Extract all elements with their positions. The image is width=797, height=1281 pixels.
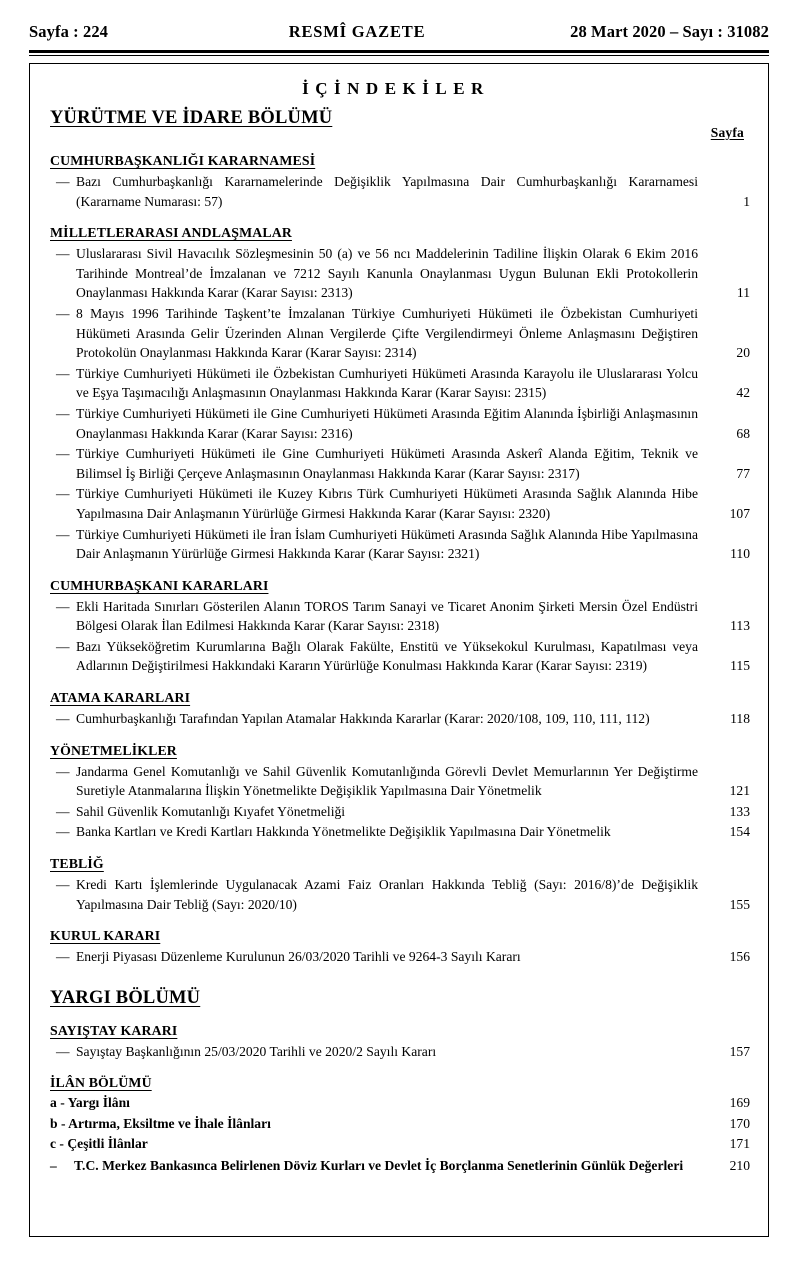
entry-title: Kredi Kartı İşlemlerinde Uygulanacak Azami Faiz Oranları Hakkında Tebliğ (Sayı: 2016/8)’de Değişiklik Yapılmasına Dair Tebliğ (Sayı: 2020/10)	[76, 877, 698, 912]
section-block	[48, 689, 750, 729]
entry-dash-icon: —	[56, 174, 70, 189]
toc-entry[interactable]	[48, 404, 750, 443]
entry-title: Uluslararası Sivil Havacılık Sözleşmesinin 50 (a) ve 56 ncı Maddelerinin Tadiline İlişkin Olarak 6 Ekim 2016 Tarihinde Montreal’de İmzalanan ve 7212 Sayılı Kanunla Onaylanması Uygun Bulunan Ekli Protokollerin Onaylanması Hakkında Karar (Karar Sayısı: 2313)	[76, 246, 698, 301]
entry-title: Enerji Piyasası Düzenleme Kurulunun 26/03/2020 Tarihli ve 9264-3 Sayılı Kararı	[76, 949, 521, 965]
entry-title: Sahil Güvenlik Komutanlığı Kıyafet Yönetmeliği	[76, 803, 346, 819]
ilan-row-label: a - Yargı İlânı	[50, 1095, 130, 1111]
entry-dash-icon: —	[56, 949, 70, 965]
entry-dash-icon: —	[56, 446, 70, 462]
ilan-row-label: b - Artırma, Eksiltme ve İhale İlânları	[50, 1115, 271, 1131]
masthead-gazette-name: RESMÎ GAZETE	[288, 22, 426, 41]
entry-endash-icon: –	[50, 1157, 57, 1173]
toc-entry[interactable]	[48, 525, 750, 564]
entry-dash-icon: —	[56, 305, 70, 321]
entry-title: Cumhurbaşkanlığı Tarafından Yapılan Atamalar Hakkında Kararlar (Karar: 2020/108, 109, 110, 111, 112)	[76, 711, 650, 727]
masthead-page-label: Sayfa : 224	[29, 22, 109, 41]
entry-dash-icon: —	[56, 598, 70, 614]
entry-page-number: 121	[729, 783, 750, 799]
masthead-rule-thick	[29, 50, 769, 53]
toc-entry[interactable]	[48, 364, 750, 403]
toc-entry[interactable]	[48, 709, 750, 729]
entry-page-number: 77	[736, 465, 750, 481]
entry-title: 8 Mayıs 1996 Tarihinde Taşkent’te İmzalanan Türkiye Cumhuriyeti Hükümeti ile Özbekistan Cumhuriyeti Hükümeti Arasında Gelir Üzerinden Alınan Vergilerde Çifte Vergilendirmeyi Önleme Anlaşmasını Değiştiren Protokolün Onaylanması Hakkında Karar (Karar Sayısı: 2314)	[76, 305, 698, 361]
section-block	[48, 855, 750, 914]
ilan-last-entry-title: T.C. Merkez Bankasınca Belirlenen Döviz Kurları ve Devlet İç Borçlanma Senetlerinin Günlük Değerleri	[74, 1157, 684, 1173]
section-block	[48, 224, 750, 564]
toc-entry[interactable]	[48, 875, 750, 914]
entry-title: Türkiye Cumhuriyeti Hükümeti ile Gine Cumhuriyeti Hükümeti Arasında Askerî Alanda Eğitim, Teknik ve Bilimsel İş Birliği Çerçeve Anlaşmasının Onaylanması Hakkında Karar (Karar Sayısı: 2317)	[76, 446, 698, 481]
toc-entry[interactable]	[48, 802, 750, 822]
entry-title: Sayıştay Başkanlığının 25/03/2020 Tarihli ve 2020/2 Sayılı Kararı	[76, 1043, 437, 1059]
entry-dash-icon: —	[56, 246, 70, 262]
entry-title: Ekli Haritada Sınırları Gösterilen Alanın TOROS Tarım Sanayi ve Ticaret Anonim Şirketi Mersin Özel Endüstri Bölgesi Olarak İlan Edilmesi Hakkında Karar (Karar Sayısı: 2318)	[76, 598, 698, 634]
ilan-row[interactable]	[48, 1114, 750, 1135]
toc-entry[interactable]	[48, 444, 750, 483]
contents-box	[29, 63, 769, 1237]
ilan-row-page-number: 171	[729, 1136, 750, 1152]
entry-page-number: 157	[729, 1043, 750, 1059]
entry-dash-icon: —	[56, 638, 70, 654]
entry-page-number: 133	[729, 803, 750, 819]
toc-entry[interactable]	[48, 637, 750, 676]
entry-page-number: 1	[743, 193, 750, 209]
section-heading: CUMHURBAŞKANI KARARLARI	[50, 577, 269, 593]
ilan-row-page-number: 170	[729, 1115, 750, 1131]
ilan-row[interactable]	[48, 1134, 750, 1155]
masthead-rule-thin	[29, 55, 769, 56]
section-block	[48, 577, 750, 676]
entry-page-number: 118	[730, 711, 750, 727]
section-heading: YÖNETMELİKLER	[50, 742, 177, 758]
entry-title: Türkiye Cumhuriyeti Hükümeti ile Gine Cumhuriyeti Hükümeti Arasında Eğitim Alanında İşbirliği Anlaşmasının Onaylanması Hakkında Karar (Karar Sayısı: 2316)	[76, 405, 698, 441]
part-title: YÜRÜTME VE İDARE BÖLÜMÜ	[50, 108, 333, 128]
entry-title: Türkiye Cumhuriyeti Hükümeti ile İran İslam Cumhuriyeti Hükümeti Arasında Sağlık Alanında Hibe Yapılmasına Dair Anlaşmanın Yürürlüğe Girmesi Hakkında Karar (Karar Sayısı: 2321)	[76, 526, 698, 562]
page-column-header: Sayfa	[710, 125, 744, 140]
entry-title: Türkiye Cumhuriyeti Hükümeti ile Özbekistan Cumhuriyeti Hükümeti Arasında Karayolu ile Uluslararası Yolcu ve Eşya Taşımacılığı Anlaşmasının Onaylanması Hakkında Karar (Karar Sayısı: 2315)	[76, 365, 698, 401]
toc-entry[interactable]	[48, 172, 750, 211]
ilan-section-block	[48, 1074, 750, 1175]
entry-page-number: 156	[729, 949, 750, 965]
toc-entry[interactable]	[48, 1042, 750, 1062]
toc-entry[interactable]	[48, 822, 750, 842]
entry-dash-icon: —	[56, 803, 70, 819]
entry-page-number: 115	[730, 658, 750, 674]
entry-title: Bazı Yükseköğretim Kurumlarına Bağlı Olarak Fakülte, Enstitü ve Yüksekokul Kurulması, Kapatılması veya Adlarının Değiştirilmesi Hakkındaki Kararın Yürürlüğe Konulması Hakkında Karar (Karar Sayısı: 2319)	[76, 638, 698, 674]
ilan-last-entry[interactable]	[48, 1156, 750, 1176]
entry-title: Bazı Cumhurbaşkanlığı Kararnamelerinde Değişiklik Yapılmasına Dair Cumhurbaşkanlığı Kararnamesi (Kararname Numarası: 57)	[76, 174, 698, 209]
part-title: YARGI BÖLÜMÜ	[50, 987, 201, 1008]
toc-entry[interactable]	[48, 244, 750, 303]
entry-dash-icon: —	[56, 405, 70, 421]
entry-page-number: 68	[736, 425, 750, 441]
entry-page-number: 155	[729, 896, 750, 912]
part-block	[48, 981, 750, 1009]
entry-dash-icon: —	[56, 824, 70, 840]
page-title: İÇİNDEKİLER	[302, 79, 490, 98]
section-heading: SAYIŞTAY KARARI	[50, 1022, 178, 1038]
toc-entry[interactable]	[48, 304, 750, 363]
entry-title: Türkiye Cumhuriyeti Hükümeti ile Kuzey Kıbrıs Türk Cumhuriyeti Hükümeti Arasında Sağlık Alanında Hibe Yapılmasına Dair Anlaşmanın Yürürlüğe Girmesi Hakkında Karar (Karar Sayısı: 2320)	[76, 486, 698, 521]
section-block	[48, 742, 750, 842]
section-heading: TEBLİĞ	[50, 856, 104, 872]
ilan-row-label: c - Çeşitli İlânlar	[50, 1136, 148, 1152]
entry-dash-icon: —	[56, 1043, 70, 1059]
entry-page-number: 20	[736, 345, 750, 361]
entry-dash-icon: —	[56, 486, 70, 502]
section-block	[48, 927, 750, 967]
entry-page-number: 42	[736, 385, 750, 401]
entry-dash-icon: —	[56, 711, 70, 727]
entry-page-number: 113	[730, 618, 750, 634]
masthead-date-issue: 28 Mart 2020 – Sayı : 31082	[570, 22, 769, 41]
toc-entry[interactable]	[48, 484, 750, 523]
ilan-row-page-number: 169	[729, 1095, 750, 1111]
ilan-last-entry-page-number: 210	[729, 1157, 750, 1173]
toc-entry[interactable]	[48, 597, 750, 636]
entry-dash-icon: —	[56, 763, 70, 779]
entry-title: Jandarma Genel Komutanlığı ve Sahil Güvenlik Komutanlığında Görevli Devlet Memurlarının Yer Değiştirme Suretiyle Atanmalarına İlişkin Yönetmelikte Değişiklik Yapılmasına Dair Yönetmelik	[76, 763, 698, 799]
section-block	[48, 1022, 750, 1062]
entry-dash-icon: —	[56, 877, 70, 893]
entry-page-number: 107	[729, 505, 750, 521]
ilan-heading: İLÂN BÖLÜMÜ	[50, 1075, 152, 1091]
entry-page-number: 154	[729, 824, 750, 840]
section-heading: ATAMA KARARLARI	[50, 690, 191, 706]
entry-page-number: 110	[730, 546, 750, 562]
entry-dash-icon: —	[56, 526, 70, 542]
page-masthead	[29, 22, 769, 42]
section-heading: CUMHURBAŞKANLIĞI KARARNAMESİ	[50, 153, 316, 168]
entry-title: Banka Kartları ve Kredi Kartları Hakkında Yönetmelikte Değişiklik Yapılmasına Dair Yönetmelik	[76, 824, 611, 840]
toc-entry[interactable]	[48, 947, 750, 967]
section-heading: MİLLETLERARASI ANDLAŞMALAR	[50, 225, 292, 241]
section-block	[48, 152, 750, 211]
toc-entry[interactable]	[48, 762, 750, 801]
ilan-row[interactable]	[48, 1093, 750, 1114]
section-heading: KURUL KARARI	[50, 928, 161, 944]
entry-page-number: 11	[736, 285, 750, 301]
entry-dash-icon: —	[56, 365, 70, 381]
